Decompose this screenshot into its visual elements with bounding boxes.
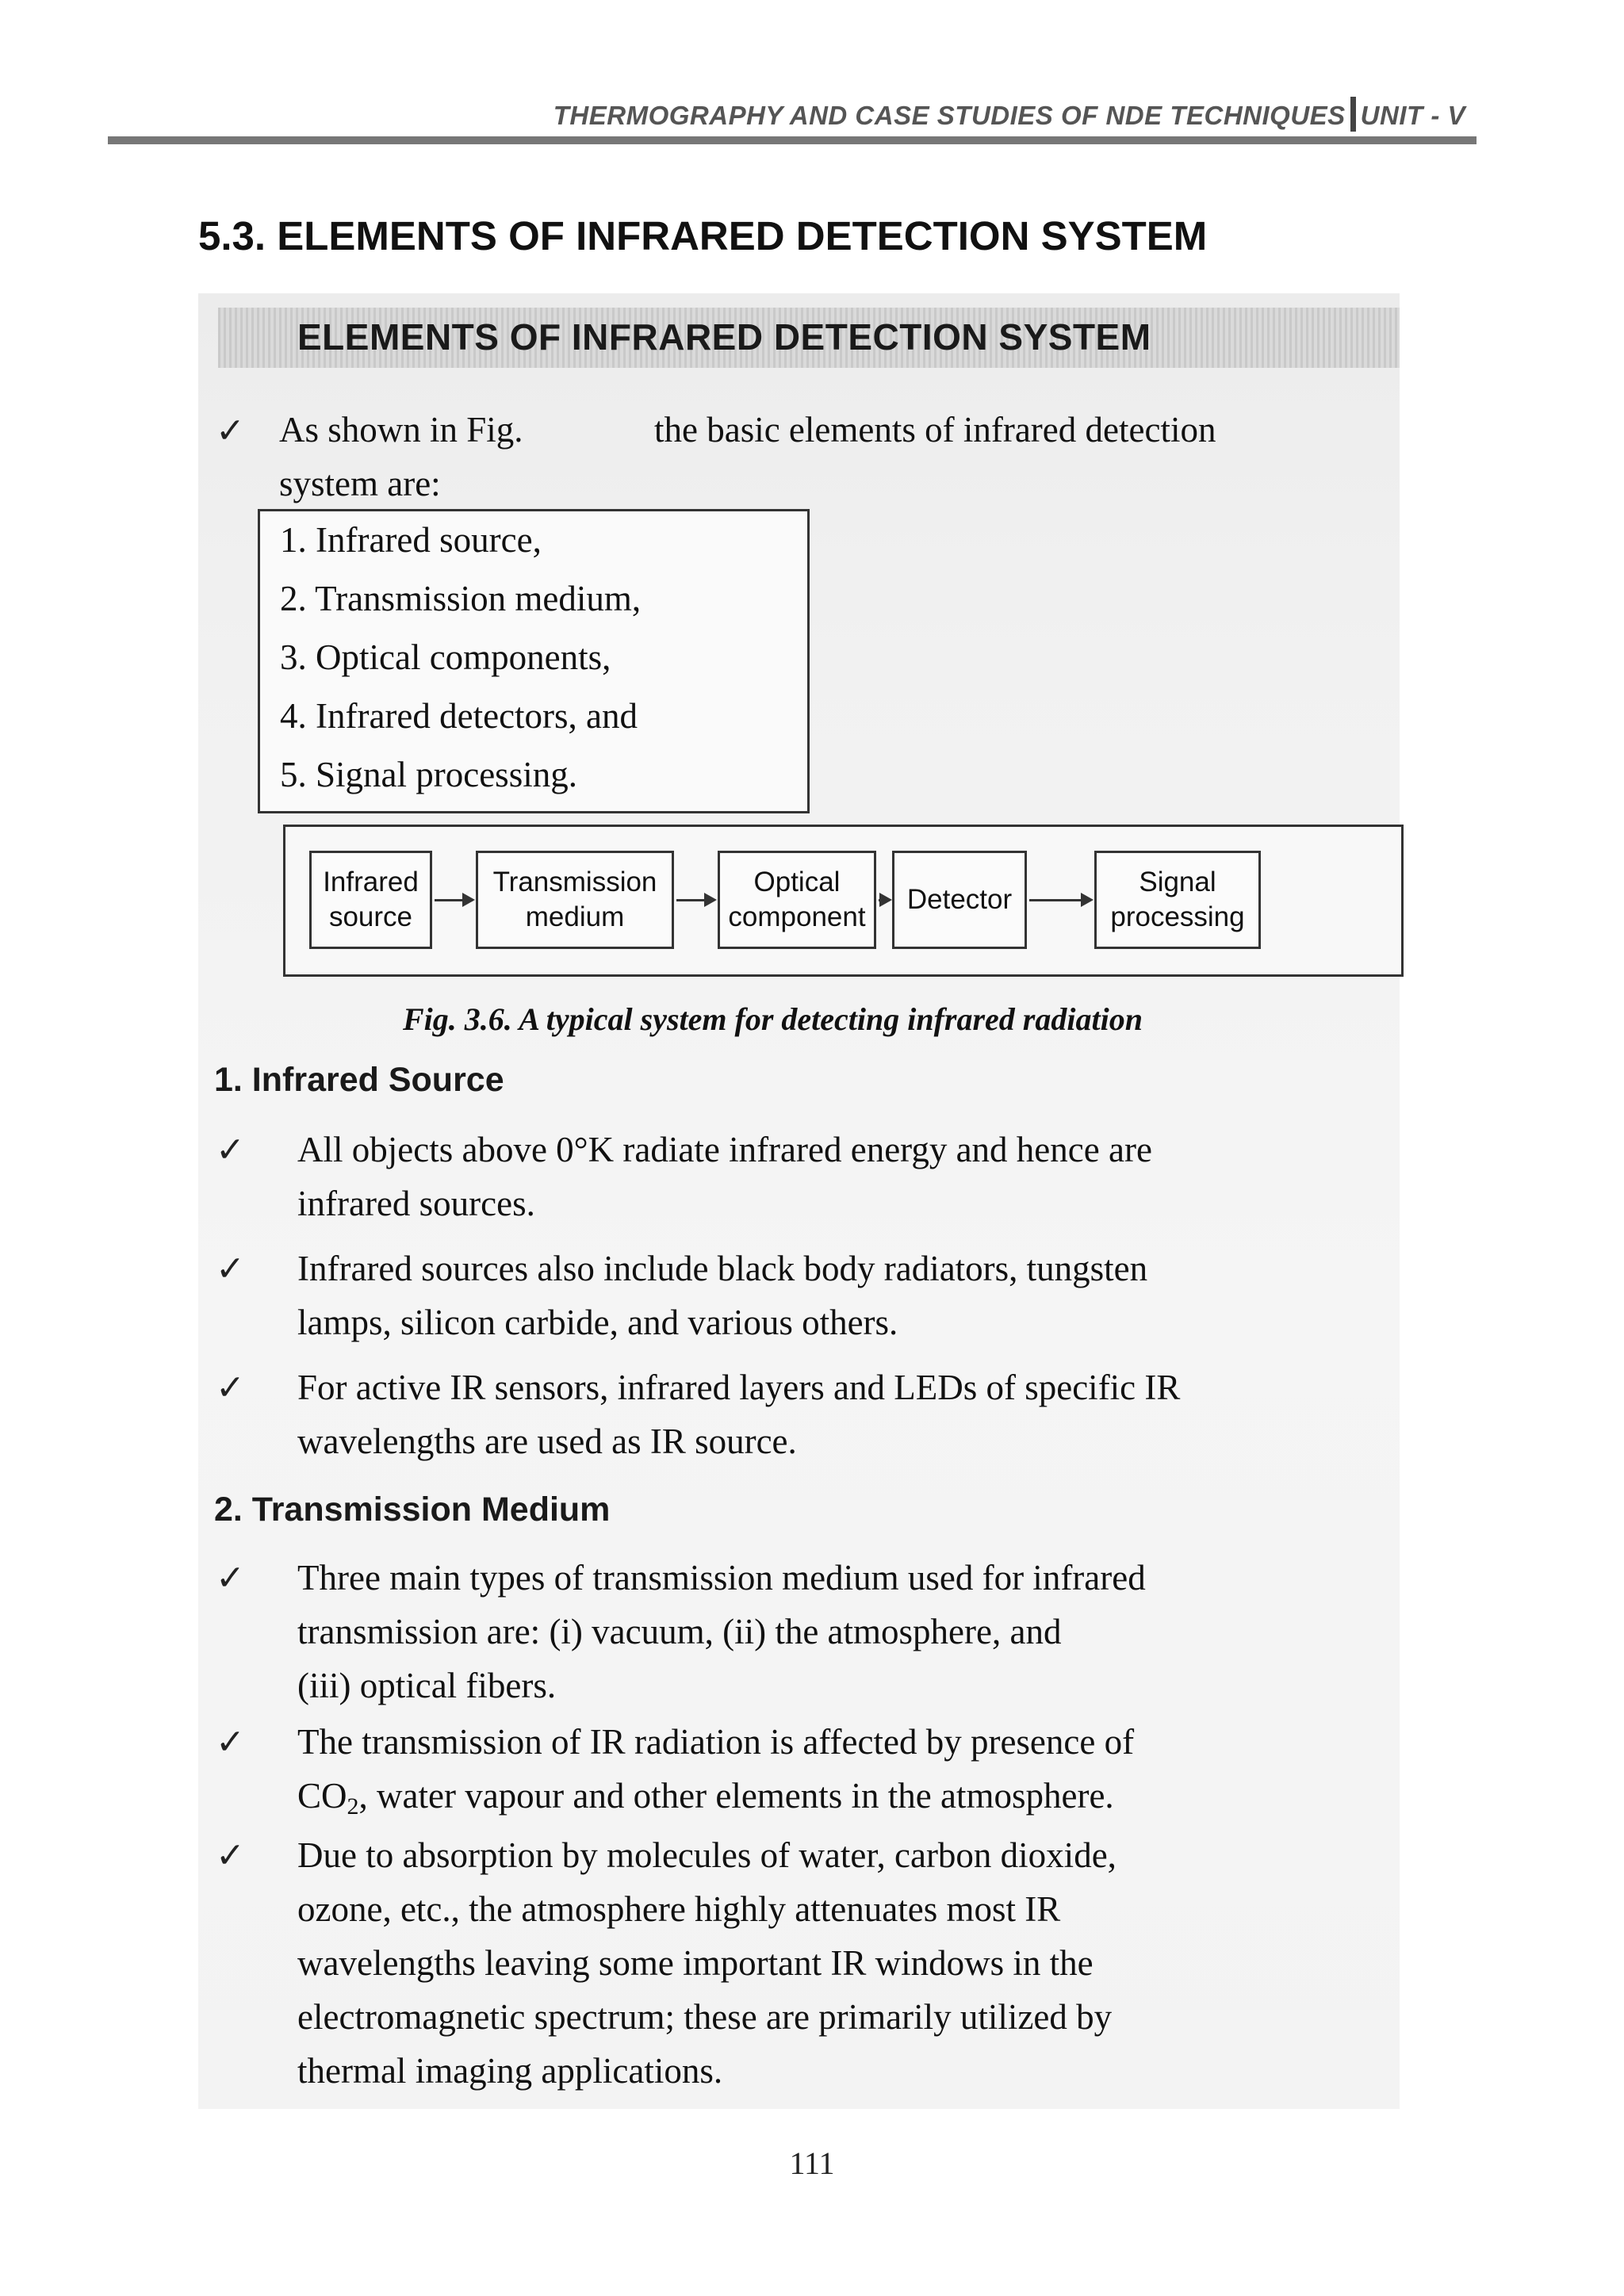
check-icon: ✓ xyxy=(216,1723,245,1762)
block-label: Optical xyxy=(753,867,841,897)
list-item: 2. Transmission medium, xyxy=(280,579,642,618)
bullet-text: ozone, etc., the atmosphere highly attenuates most IR xyxy=(297,1889,1061,1929)
check-icon: ✓ xyxy=(216,1559,245,1598)
figure-caption: Fig. 3.6. A typical system for detecting infrared radiation xyxy=(403,1001,1143,1037)
elements-list-box xyxy=(258,509,810,813)
header-rule xyxy=(108,136,1477,144)
check-icon: ✓ xyxy=(216,1249,245,1288)
block-label: Signal xyxy=(1139,867,1216,897)
page-number: 111 xyxy=(789,2145,835,2181)
check-icon: ✓ xyxy=(216,1368,245,1407)
block-transmission-medium xyxy=(476,851,674,949)
bullet-text: thermal imaging applications. xyxy=(297,2051,723,2091)
flow-arrow xyxy=(1029,899,1091,901)
bullet-text: wavelengths are used as IR source. xyxy=(297,1422,797,1461)
intro-text-right: the basic elements of infrared detection xyxy=(654,410,1216,450)
bullet-text xyxy=(297,1769,1114,1823)
header-separator xyxy=(1350,97,1356,132)
block-label: Detector xyxy=(906,884,1013,915)
intro-text-line2: system are: xyxy=(279,464,441,503)
block-label: source xyxy=(328,901,413,932)
list-item: 5. Signal processing. xyxy=(280,755,577,794)
ir-detection-block-diagram xyxy=(283,825,1404,977)
block-label: Transmission xyxy=(492,867,657,897)
bullet-text: lamps, silicon carbide, and various others. xyxy=(297,1303,898,1342)
bullet-text: Three main types of transmission medium used for infrared xyxy=(297,1558,1146,1598)
list-item: 4. Infrared detectors, and xyxy=(280,696,638,736)
bullet-text: Infrared sources also include black body radiators, tungsten xyxy=(297,1249,1148,1288)
bullet-text: wavelengths leaving some important IR windows in the xyxy=(297,1943,1094,1983)
section-title: 5.3. ELEMENTS OF INFRARED DETECTION SYSTEM xyxy=(198,213,1208,258)
check-icon: ✓ xyxy=(216,1131,245,1169)
list-item: 1. Infrared source, xyxy=(280,520,542,560)
flow-arrow xyxy=(879,899,890,901)
bullet-text: Due to absorption by molecules of water, carbon dioxide, xyxy=(297,1835,1116,1875)
heading-transmission-medium: 2. Transmission Medium xyxy=(214,1490,611,1529)
block-label: processing xyxy=(1110,901,1245,932)
bullet-text-rest: , water vapour and other elements in the atmosphere. xyxy=(358,1776,1114,1816)
block-label: medium xyxy=(525,901,625,932)
intro-text-left: As shown in Fig. xyxy=(279,410,523,450)
bullet-text: All objects above 0°K radiate infrared energy and hence are xyxy=(297,1130,1152,1169)
block-optical-component xyxy=(718,851,876,949)
header-unit: UNIT - V xyxy=(1360,101,1465,130)
bullet-text: For active IR sensors, infrared layers and LEDs of specific IR xyxy=(297,1368,1181,1407)
bullet-text: transmission are: (i) vacuum, (ii) the atmosphere, and xyxy=(297,1612,1062,1651)
bullet-text: (iii) optical fibers. xyxy=(297,1666,557,1705)
co2-subscript: 2 xyxy=(347,1793,359,1820)
header-title: THERMOGRAPHY AND CASE STUDIES OF NDE TECHNIQUES xyxy=(553,101,1346,130)
block-label: Infrared xyxy=(323,867,419,897)
heading-infrared-source: 1. Infrared Source xyxy=(214,1061,504,1099)
check-icon: ✓ xyxy=(216,411,245,450)
co2-text: CO xyxy=(297,1776,347,1816)
block-infrared-source xyxy=(309,851,432,949)
check-icon: ✓ xyxy=(216,1836,245,1875)
bullet-text: The transmission of IR radiation is affected by presence of xyxy=(297,1722,1135,1762)
bullet-text: electromagnetic spectrum; these are primarily utilized by xyxy=(297,1997,1113,2037)
block-label: component xyxy=(728,901,866,932)
scan-banner-text: ELEMENTS OF INFRARED DETECTION SYSTEM xyxy=(297,316,1151,358)
flow-arrow xyxy=(435,899,473,901)
running-header xyxy=(553,97,1465,132)
flow-arrow xyxy=(676,899,714,901)
block-signal-processing xyxy=(1094,851,1261,949)
block-detector xyxy=(892,851,1027,949)
list-item: 3. Optical components, xyxy=(280,637,611,677)
bullet-text: infrared sources. xyxy=(297,1184,535,1223)
